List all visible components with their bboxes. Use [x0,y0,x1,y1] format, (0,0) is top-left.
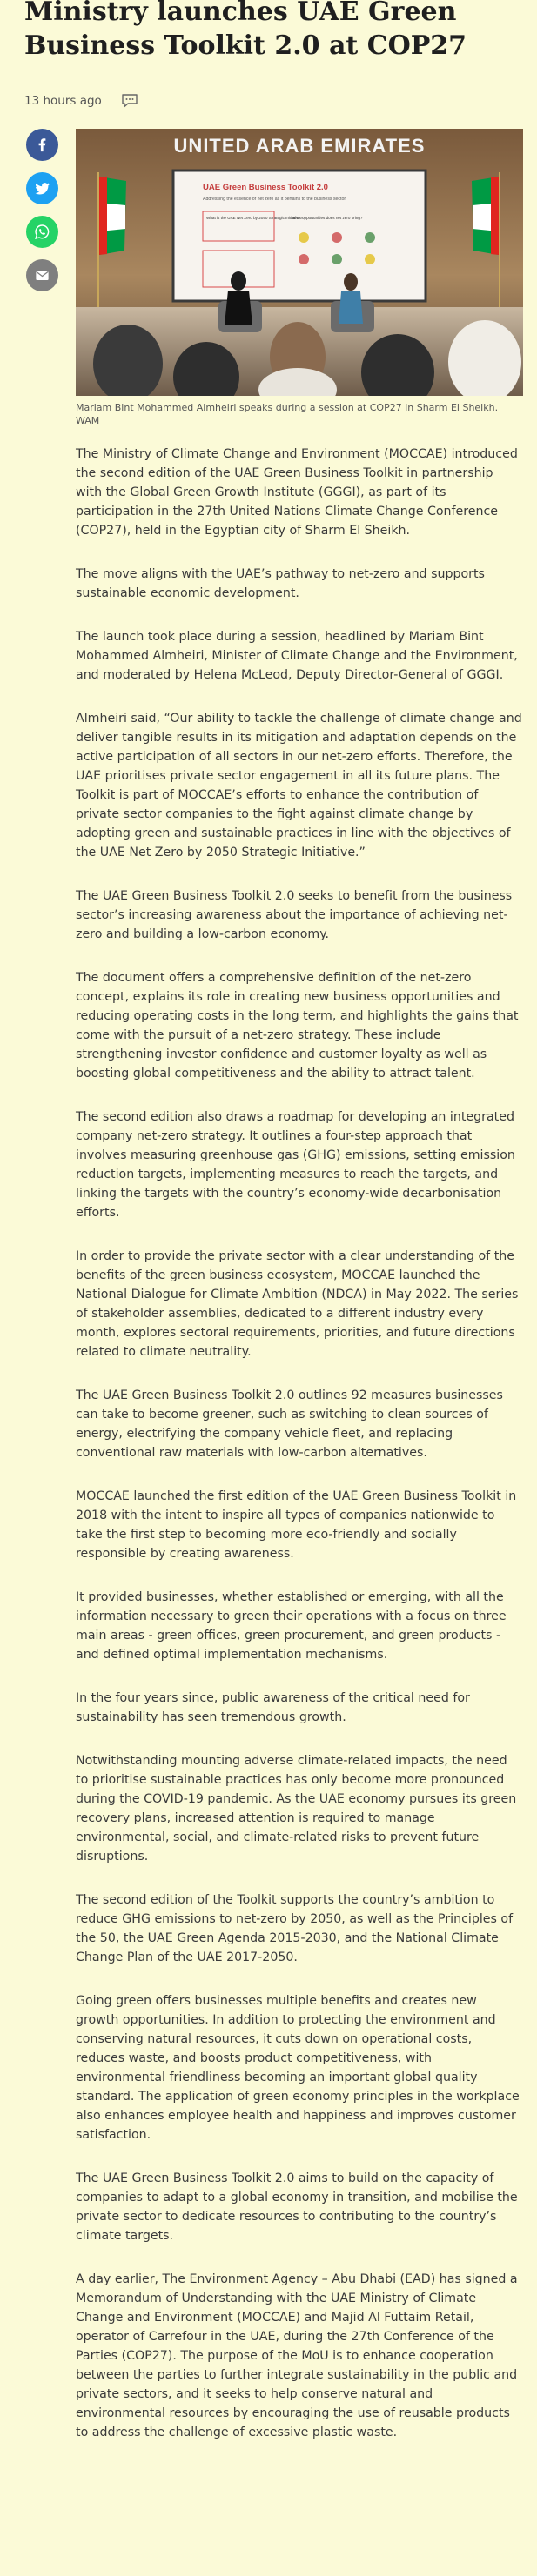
article-paragraph: Going green offers businesses multiple benefits and creates new growth opportunities. In addition to protecting the environment and conserving natural resources, it cuts down on operational costs, reduces waste, and boosts product competitiveness, with environmental friendliness becoming an important global quality standard. The application of green economy principles in the workplace also enhances employee health and happiness and improves customer satisfaction. [76,1994,520,2142]
article-paragraph: Notwithstanding mounting adverse climate-related impacts, the need to prioritise sustainable practices has only become more pronounced during the COVID-19 pandemic. As the UAE economy pursues its green recovery plans, increased attention is required to manage environmental, social, and climate-related risks to prevent future disruptions. [76,1754,517,1863]
photo-screen-question-2: What opportunities does net zero bring? [292,216,363,220]
photo-banner-text: UNITED ARAB EMIRATES [173,135,426,157]
photo-screen-question-1: What is the UAE Net Zero by 2050 Strategic Initiative? [206,216,303,220]
comment-icon[interactable] [121,93,138,108]
article-paragraph: The second edition also draws a roadmap for developing an integrated company net-zero strategy. It outlines a four-step approach that involves measuring greenhouse gas (GHG) emissions, setting emission reduction targets, implementing measures to reach the targets, and linking the targets with the country’s economy-wide decarbonisation efforts. [76,1110,515,1220]
photo-screen-subtitle: Addressing the essence of net zero as it pertains to the business sector [203,197,346,202]
facebook-icon [34,137,50,153]
article-paragraph: MOCCAE launched the first edition of the UAE Green Business Toolkit in 2018 with the intent to inspire all types of companies nationwide to take the first step to becoming more eco-friendly and socially responsible by creating awareness. [76,1489,517,1561]
article-headline: Ministry launches UAE Green Business Toolkit 2.0 at COP27 [24,0,467,61]
share-whatsapp-button[interactable] [26,216,58,248]
photo-caption: Mariam Bint Mohammed Almheiri speaks during a session at COP27 in Sharm El Sheikh. WAM [76,402,499,426]
share-bar [26,129,58,291]
article-paragraph: The document offers a comprehensive definition of the net-zero concept, explains its role in creating new business opportunities and reducing operating costs in the long term, and highlights the gains that come with the pursuit of a net-zero strategy. These include strengthening investor confidence and customer loyalty as well as boosting global competitiveness and the ability to attract talent. [76,971,519,1081]
article-paragraph: The Ministry of Climate Change and Environment (MOCCAE) introduced the second edition of the UAE Green Business Toolkit in partnership with the Global Green Growth Institute (GGGI), as part of its participation in the 27th United Nations Climate Change Conference (COP27), held in the Egyptian city of Sharm El Sheikh. [76,447,518,538]
article-paragraph: The UAE Green Business Toolkit 2.0 aims to build on the capacity of companies to adapt to a global economy in transition, and mobilise the private sector to dedicate resources to contributing to the country’s climate targets. [76,2171,518,2243]
article-body [76,445,523,2466]
article-paragraph: A day earlier, The Environment Agency – Abu Dhabi (EAD) has signed a Memorandum of Understanding with the UAE Ministry of Climate Change and Environment (MOCCAE) and Majid Al Futtaim Retail, operator of Carrefour in the UAE, during the 27th Conference of the Parties (COP27). The purpose of the MoU is to enhance cooperation between the parties to further integrate sustainability in the public and private sectors, and it seeks to help conserve natural and environmental resources by encouraging the use of reusable products to address the challenge of excessive plastic waste. [76,2272,518,2439]
article-figure [76,129,523,427]
twitter-icon [34,180,50,197]
article-paragraph: The second edition of the Toolkit supports the country’s ambition to reduce GHG emissions to net-zero by 2050, as well as the Principles of the 50, the UAE Green Agenda 2015-2030, and the National Climate Change Plan of the UAE 2017-2050. [76,1893,514,1964]
article-paragraph: Almheiri said, “Our ability to tackle the challenge of climate change and deliver tangible results in its mitigation and adaptation depends on the active participation of all sectors in our net-zero efforts. Therefore, the UAE prioritises private sector engagement in all its future plans. The Toolkit is part of MOCCAE’s efforts to enhance the contribution of private sector companies to the fight against climate change by adopting green and sustainable practices in line with the objectives of the UAE Net Zero by 2050 Strategic Initiative.” [76,712,522,860]
article-paragraph: The UAE Green Business Toolkit 2.0 seeks to benefit from the business sector’s increasing awareness about the importance of achieving net-zero and building a low-carbon economy. [76,889,513,941]
photo-screen-title: UAE Green Business Toolkit 2.0 [203,183,328,192]
article-paragraph: The launch took place during a session, headlined by Mariam Bint Mohammed Almheiri, Minister of Climate Change and the Environment, and moderated by Helena McLeod, Deputy Director-General of GGGI. [76,630,518,682]
share-facebook-button[interactable] [26,129,58,161]
event-photo [76,129,523,396]
article-paragraph: The move aligns with the UAE’s pathway to net-zero and supports sustainable economic development. [76,567,485,600]
share-email-button[interactable] [26,259,58,291]
article-paragraph: It provided businesses, whether established or emerging, with all the information necessary to green their operations with a focus on three main areas - green offices, green procurement, and green products - and defined optimal implementation mechanisms. [76,1590,507,1662]
article-meta [24,93,138,108]
whatsapp-icon [34,224,50,240]
article-paragraph: In order to provide the private sector with a clear understanding of the benefits of the green business ecosystem, MOCCAE launched the National Dialogue for Climate Ambition (NDCA) in May 2022. The series of stakeholder assemblies, dedicated to a different industry every month, explores sectoral requirements, priorities, and future directions related to climate neutrality. [76,1249,519,1359]
email-icon [34,267,50,284]
publish-time: 13 hours ago [24,93,102,108]
article-paragraph: The UAE Green Business Toolkit 2.0 outlines 92 measures businesses can take to become greener, such as switching to clean sources of energy, electrifying the company vehicle fleet, and replacing conventional raw materials with low-carbon alternatives. [76,1388,503,1460]
share-twitter-button[interactable] [26,172,58,204]
article-paragraph: In the four years since, public awareness of the critical need for sustainability has seen tremendous growth. [76,1691,470,1724]
